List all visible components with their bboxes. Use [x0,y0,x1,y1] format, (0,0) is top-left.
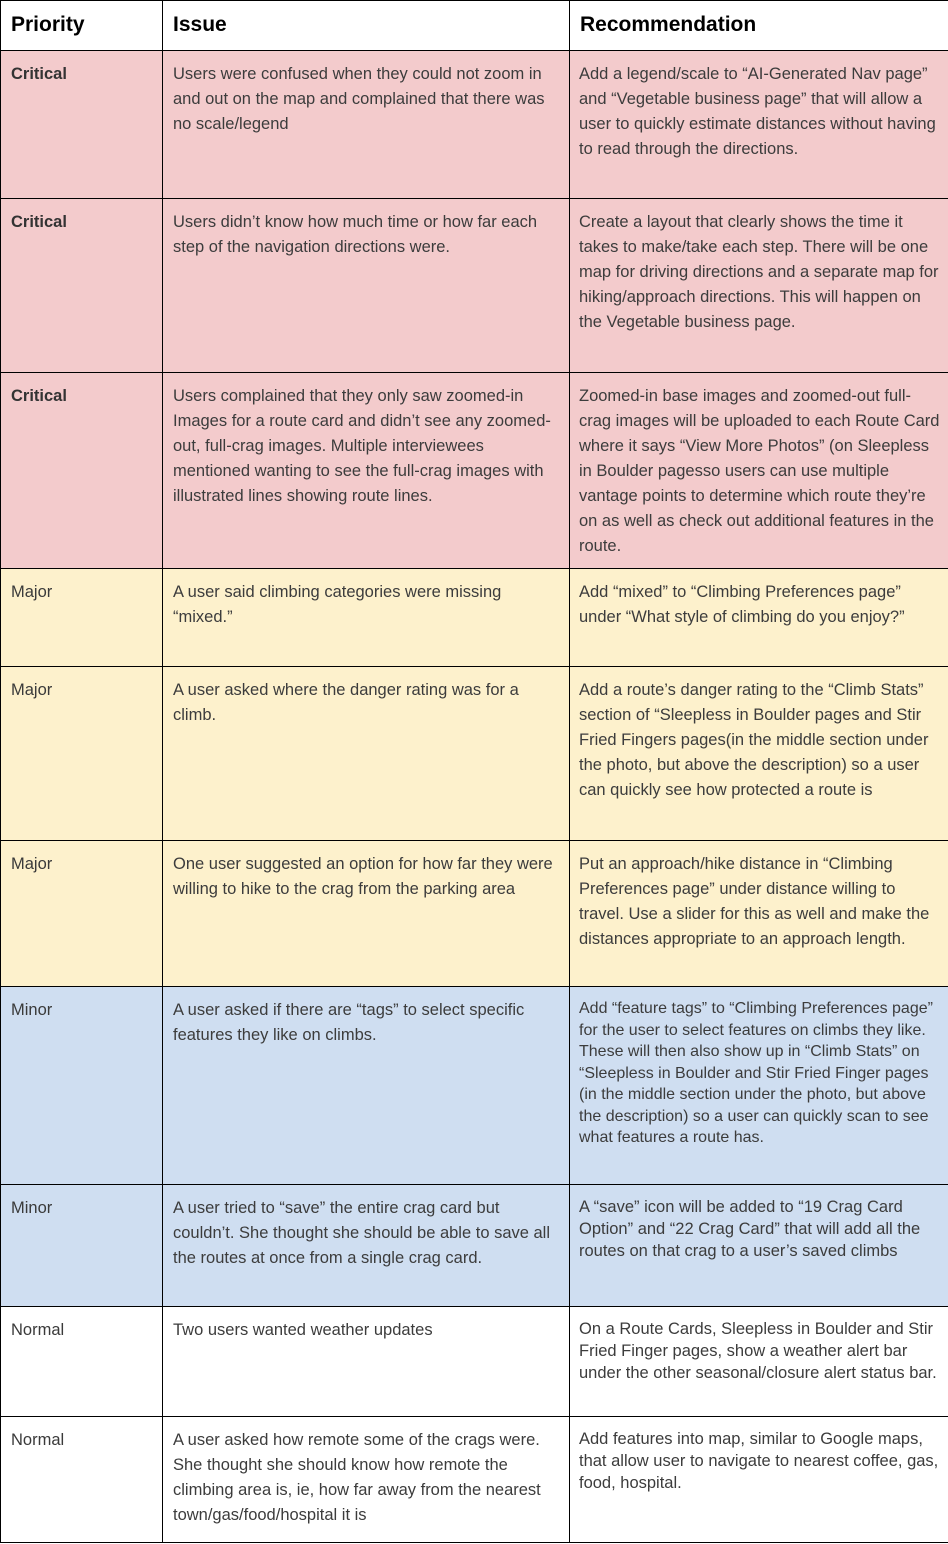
priority-cell: Major [1,569,163,667]
priority-cell: Critical [1,199,163,373]
priority-cell: Major [1,667,163,841]
table-row [1,373,948,569]
priority-cell: Normal [1,1307,163,1417]
issue-cell: Users complained that they only saw zoomed-in Images for a route card and didn’t see any zoomed-out, full-crag images. Multiple interviewees mentioned wanting to see the full-crag images with illustrated lines showing route lines. [163,373,570,569]
issue-cell: Two users wanted weather updates [163,1307,570,1417]
priority-header: Priority [1,1,163,51]
priority-cell: Normal [1,1417,163,1543]
issue-cell: A user asked how remote some of the crags were. She thought she should know how remote the climbing area is, ie, how far away from the nearest town/gas/food/hospital it is [163,1417,570,1543]
recommendation-header: Recommendation [570,1,948,51]
priority-cell: Major [1,841,163,987]
table-row [1,1417,948,1543]
table-row [1,841,948,987]
recommendation-cell: Add “feature tags” to “Climbing Preferences page” for the user to select features on climbs they like. These will then also show up in “Climb Stats” on “Sleepless in Boulder and Stir Fried Finger pages (in the middle section under the photo, but above the description) so a user can quickly scan to see what features a route has. [570,987,948,1185]
table-row [1,987,948,1185]
priority-cell: Critical [1,51,163,199]
table-row [1,1307,948,1417]
issue-cell: Users were confused when they could not zoom in and out on the map and complained that there was no scale/legend [163,51,570,199]
priority-cell: Minor [1,1185,163,1307]
issue-cell: A user tried to “save” the entire crag card but couldn’t. She thought she should be able to save all the routes at once from a single crag card. [163,1185,570,1307]
table-row [1,667,948,841]
recommendation-cell: Add a legend/scale to “AI-Generated Nav page” and “Vegetable business page” that will allow a user to quickly estimate distances without having to read through the directions. [570,51,948,199]
priority-cell: Minor [1,987,163,1185]
table-row [1,1185,948,1307]
table-row [1,569,948,667]
recommendation-cell: Put an approach/hike distance in “Climbing Preferences page” under distance willing to travel. Use a slider for this as well and make the distances appropriate to an approach length. [570,841,948,987]
priority-cell: Critical [1,373,163,569]
recommendation-cell: On a Route Cards, Sleepless in Boulder and Stir Fried Finger pages, show a weather alert bar under the other seasonal/closure alert status bar. [570,1307,948,1417]
issue-cell: A user said climbing categories were missing “mixed.” [163,569,570,667]
recommendation-cell: Create a layout that clearly shows the time it takes to make/take each step. There will be one map for driving directions and a separate map for hiking/approach directions. This will happen on the Vegetable business page. [570,199,948,373]
table-row [1,51,948,199]
table-row [1,199,948,373]
issue-cell: A user asked if there are “tags” to select specific features they like on climbs. [163,987,570,1185]
recommendation-cell: Add “mixed” to “Climbing Preferences page” under “What style of climbing do you enjoy?” [570,569,948,667]
issue-cell: One user suggested an option for how far they were willing to hike to the crag from the parking area [163,841,570,987]
recommendation-cell: Add a route’s danger rating to the “Climb Stats” section of “Sleepless in Boulder pages and Stir Fried Fingers pages(in the middle section under the photo, but above the description) so a user can quickly see how protected a route is [570,667,948,841]
issue-header: Issue [163,1,570,51]
issue-cell: A user asked where the danger rating was for a climb. [163,667,570,841]
recommendation-cell: Add features into map, similar to Google maps, that allow user to navigate to nearest coffee, gas, food, hospital. [570,1417,948,1543]
recommendation-cell: Zoomed-in base images and zoomed-out full-crag images will be uploaded to each Route Card where it says “View More Photos” (on Sleepless in Boulder pagesso users can use multiple vantage points to determine which route they’re on as well as check out additional features in the route. [570,373,948,569]
issue-cell: Users didn’t know how much time or how far each step of the navigation directions were. [163,199,570,373]
recommendation-cell: A “save” icon will be added to “19 Crag Card Option” and “22 Crag Card” that will add all the routes on that crag to a user’s saved climbs [570,1185,948,1307]
header-row [1,1,948,51]
